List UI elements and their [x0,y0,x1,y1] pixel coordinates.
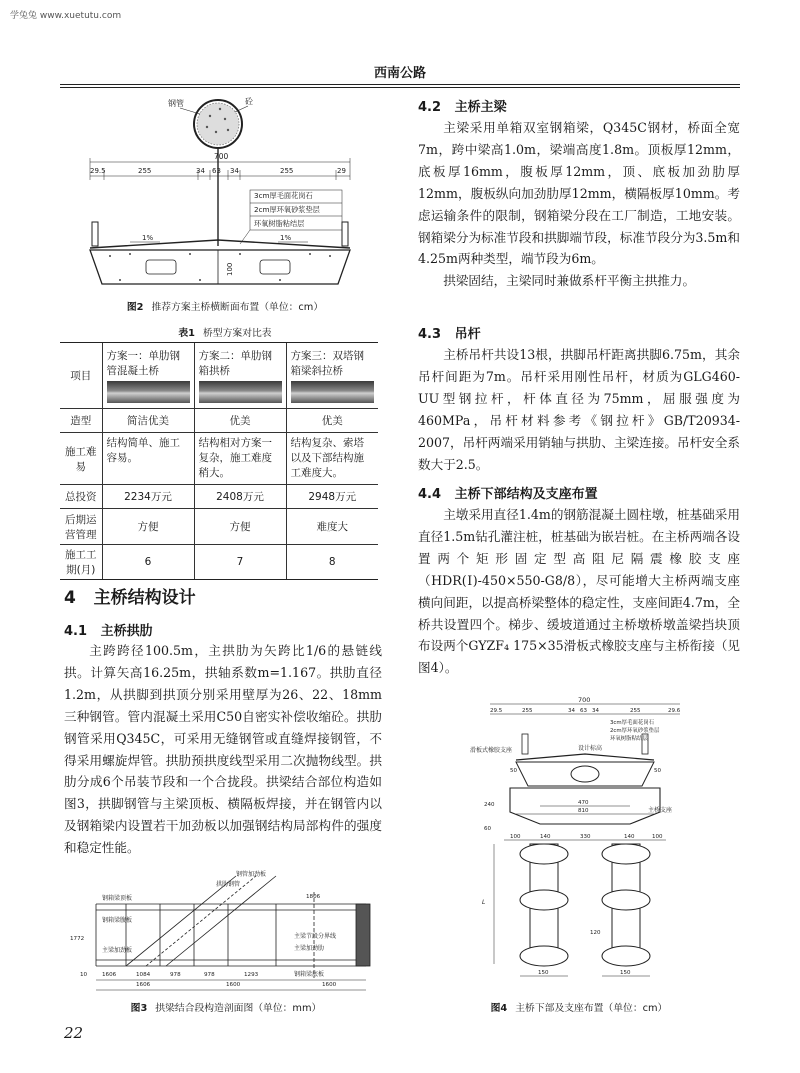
journal-title: 西南公路 [373,66,426,81]
label: 主梁节段分界线 [294,933,337,940]
table-header-cell: 项目 [60,343,102,409]
table-row [60,433,378,485]
dim: 1600 [322,982,337,988]
table-cell: 总投资 [60,485,102,509]
layer-3: 环氧树脂粘结层 [254,219,305,228]
layer: 环氧树脂粘结层 [610,736,648,742]
dim: 1606 [102,972,117,978]
paragraph: 主桥吊杆共设13根，拱脚吊杆距离拱脚6.75m，其余吊杆间距为7m。吊杆采用刚性吊杆，材质为GLG460-UU型钢拉杆，杆体直径为75mm，屈服强度为460MPa，吊杆材料参考《钢拉杆》GB/T20934-2007，吊杆两端采用销轴与拱肋、主梁连接。吊杆安全系数大于2.5。 [418,347,740,472]
header-rule [60,84,740,85]
table-cell: 方便 [194,509,286,545]
dim-mid: 470 [578,800,589,806]
dim: 1606 [136,982,151,988]
dim-height: 100 [226,262,234,276]
label: 拱肋钢管 [216,881,241,888]
table-header-cell [286,343,378,409]
dim: 255 [522,708,533,714]
dim-pier: 100 [510,834,521,840]
right-pad: 50 [654,768,661,774]
dim-total: 700 [578,696,591,704]
section-4-1-heading [64,620,153,639]
dim-side: L [482,899,486,906]
table-header-text: 方案三：双塔钢箱梁斜拉桥 [290,350,364,377]
paragraph: 主跨跨径100.5m，主拱肋为矢跨比1/6的悬链线拱。计算矢高16.25m，拱轴系数m=1.167。拱肋直径1.2m，从拱脚到拱顶分别采用壁厚为26、22、18mm三种钢管。管内混凝土采用C50自密实补偿收缩砼。拱肋钢管采用Q345C，可采用无缝钢管或直缝焊接钢管，不得采用螺旋焊管。拱肋预拱度线型采用二次抛物线型。拱肋分成6个吊装节段和一个合拢段。拱梁结合部位构造如图3，拱脚钢管与主梁顶板、横隔板焊接，并在钢管内以及钢箱梁内设置若干加劲板以加强钢结构局部构件的强度和稳定性能。 [64,643,382,856]
table-header-text: 方案二：单肋钢箱拱桥 [198,350,272,377]
scheme-3-image [291,381,375,403]
section-4-1-title: 主桥拱肋 [100,624,153,639]
dim: 1772 [70,936,85,942]
dim-bottom: 150 [620,970,631,976]
label: 钢箱梁底板 [294,971,325,978]
table-cell: 2234万元 [102,485,194,509]
label-left: 滑板式橡胶支座 [470,747,513,754]
section-4-2-body [418,117,740,292]
header-rule-thin [60,87,740,88]
table-1-caption-num: 表1 [178,328,196,339]
section-4-heading [64,583,196,608]
figure-4-caption-num: 图4 [490,1003,508,1014]
section-4-2-title: 主桥主梁 [454,100,507,115]
section-4-1-num: 4.1 [64,624,88,639]
figure-2-caption-num: 图2 [126,302,144,313]
label: 主梁加劲板 [102,947,133,954]
dim: 1293 [244,972,259,978]
dim-total: 700 [214,152,229,161]
dim: 1806 [306,894,321,900]
table-header-cell [194,343,286,409]
dim: 10 [80,972,88,978]
table-cell: 6 [102,545,194,580]
left-pad: 50 [510,768,517,774]
table-cell: 结构相对方案一复杂，施工难度稍大。 [194,433,286,485]
figure-2-drawing [80,94,370,294]
table-cell: 8 [286,545,378,580]
dim: 978 [204,972,215,978]
dim-6: 29 [337,167,346,175]
section-4-3-num: 4.3 [418,327,442,342]
dim-2: 34 [196,167,205,175]
section-4-3-body [418,344,740,475]
table-cell: 施工工期(月) [60,545,102,580]
table-cell: 难度大 [286,509,378,545]
table-cell: 简洁优美 [102,409,194,433]
dim-pier: 330 [580,834,591,840]
dim-3: 63 [212,167,221,175]
section-4-2-heading [418,96,507,115]
table-header-row [60,343,378,409]
label: 钢箱梁腹板 [102,917,133,924]
table-1-caption-text: 桥型方案对比表 [203,328,272,339]
table-header-text: 方案一：单肋钢管混凝土桥 [106,350,180,377]
dim-pier: 140 [540,834,551,840]
label: 钢管加劲板 [236,871,267,878]
table-cell: 7 [194,545,286,580]
dim: 29.6 [668,708,681,714]
pile-dim: 120 [590,930,601,936]
dim-1: 255 [138,167,152,175]
table-1-caption [80,325,370,339]
figure-4-caption [418,1000,740,1014]
dim-mid: 810 [578,808,589,814]
page-number: 22 [64,1024,84,1042]
table-row [60,545,378,580]
dim: 63 [580,708,587,714]
table-header-cell [102,343,194,409]
table-cell: 结构简单、施工容易。 [102,433,194,485]
dim-side: 240 [484,802,495,808]
layer-1: 3cm厚毛面花岗石 [254,191,313,200]
scheme-1-image [107,381,190,403]
figure-2-caption [80,299,370,313]
table-cell: 2408万元 [194,485,286,509]
table-cell: 后期运营管理 [60,509,102,545]
watermark: 学兔兔 www.xuetutu.com [10,11,122,21]
dim: 29.5 [490,708,503,714]
label-center: 设计标高 [578,745,603,752]
dim-4: 34 [230,167,239,175]
layer-2: 2cm厚环氧砂浆垫层 [254,205,320,214]
figure-2 [80,94,370,294]
dim: 1084 [136,972,151,978]
label: 主梁加劲肋 [294,945,325,952]
label-right: 主桥支座 [648,807,673,814]
dim-pier: 140 [624,834,635,840]
table-cell: 造型 [60,409,102,433]
table-row [60,409,378,433]
figure-3-caption-num: 图3 [130,1003,148,1014]
slope-left: 1% [142,234,154,242]
dim: 34 [592,708,599,714]
slope-right: 1% [280,234,292,242]
section-4-4-title: 主桥下部结构及支座布置 [454,487,598,502]
figure-3-caption [66,1000,386,1014]
section-4-4-body [418,504,740,679]
section-4-num: 4 [64,588,76,608]
dim: 1600 [226,982,241,988]
paragraph: 主梁采用单箱双室钢箱梁，Q345C钢材，桥面全宽7m，跨中梁高1.0m，梁端高度1.8m。顶板厚12mm，底板厚16mm，腹板厚12mm，顶、底板加劲肋厚12mm，腹板纵向加劲肋厚12mm，横隔板厚10mm。考虑运输条件的限制，钢箱梁分段在工厂制造，工地安装。钢箱梁分为标准节段和拱脚端节段，标准节段分为3.5m和4.25m两种类型，端节段为6m。 [418,120,740,267]
layer: 2cm厚环氧砂浆垫层 [610,728,660,734]
figure-3 [66,866,386,1016]
table-cell: 方便 [102,509,194,545]
figure-2-caption-text: 推荐方案主桥横断面布置（单位：cm） [151,302,324,313]
figure-4-drawing [470,694,700,994]
table-cell: 施工难易 [60,433,102,485]
dim-bottom: 150 [538,970,549,976]
dim: 978 [170,972,181,978]
table-cell: 2948万元 [286,485,378,509]
scheme-2-image [199,381,282,403]
label-gangguan: 钢管 [168,99,184,108]
table-1 [60,342,378,580]
figure-3-drawing [66,866,386,1016]
section-4-4-num: 4.4 [418,487,442,502]
section-4-3-title: 吊杆 [454,327,481,342]
label: 钢箱梁顶板 [102,895,133,902]
label-tong: 砼 [245,97,253,106]
table-row [60,485,378,509]
table-row [60,509,378,545]
dim: 34 [568,708,575,714]
table-cell: 结构复杂、索塔以及下部结构施工难度大。 [286,433,378,485]
layer: 3cm厚毛面花岗石 [610,720,654,726]
dim-0: 29.5 [90,167,106,175]
figure-4-caption-text: 主桥下部及支座布置（单位：cm） [515,1003,668,1014]
section-4-4-heading [418,483,598,502]
dim-side: 60 [484,826,491,832]
section-4-3-heading [418,323,481,342]
section-4-title: 主桥结构设计 [93,588,196,608]
paragraph: 主墩采用直径1.4m的钢筋混凝土圆柱墩，桩基础采用直径1.5m钻孔灌注桩，桩基础为嵌岩桩。在主桥两端各设置两个矩形固定型高阻尼隔震橡胶支座（HDR(Ⅰ)-450×550-G8/8），尽可能增大主桥两端支座横向间距，以提高桥梁整体的稳定性，支座间距4.7m，全桥共设置四个。梯步、缓坡道通过主桥墩桥墩盖梁挡块顶布设两个GYZF₄ 175×35滑板式橡胶支座与主桥衔接（见图4）。 [418,507,740,676]
dim: 255 [630,708,641,714]
paragraph: 拱梁固结，主梁同时兼做系杆平衡主拱推力。 [443,273,696,289]
section-4-2-num: 4.2 [418,100,442,115]
table-cell: 优美 [286,409,378,433]
figure-4 [470,694,700,994]
dim-pier: 100 [652,834,663,840]
figure-3-caption-text: 拱梁结合段构造剖面图（单位：mm） [155,1003,322,1014]
section-4-1-body [64,640,382,859]
dim-5: 255 [280,167,294,175]
table-cell: 优美 [194,409,286,433]
